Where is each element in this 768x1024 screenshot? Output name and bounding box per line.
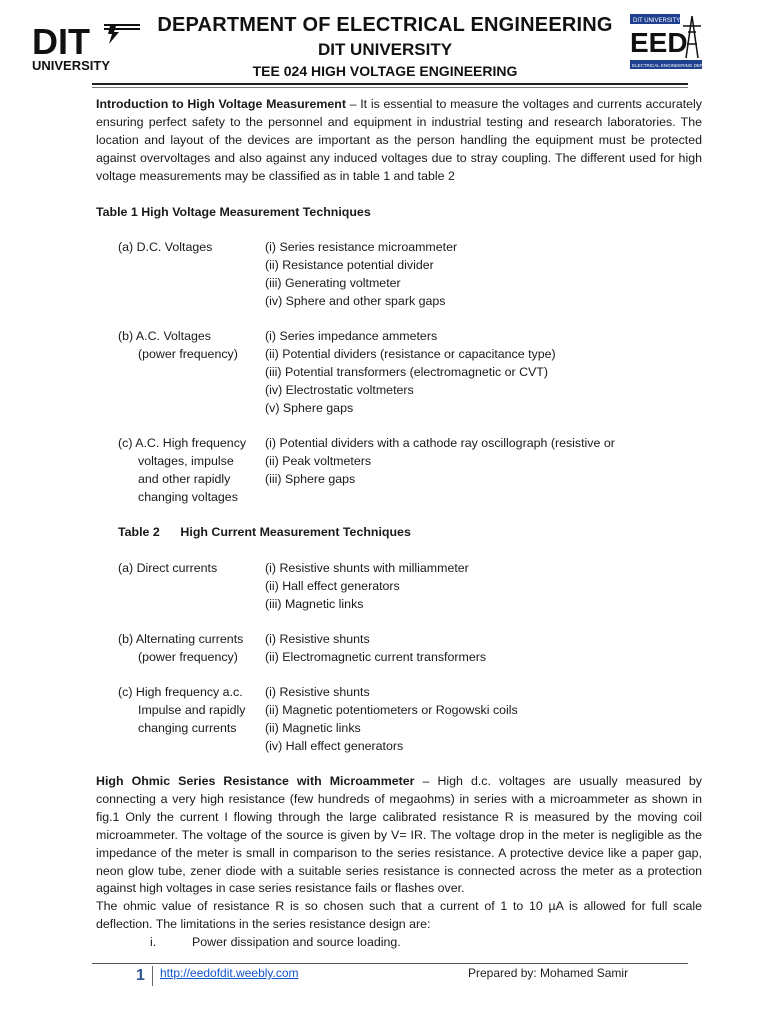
ohmic-paragraph [96, 773, 702, 898]
svg-text:DIT UNIVERSITY: DIT UNIVERSITY [633, 18, 681, 24]
table1-title: Table 1 High Voltage Measurement Techniques [96, 205, 371, 219]
t1-c-label: voltages, impulse [138, 454, 234, 468]
prepared-by: Prepared by: Mohamed Samir [468, 966, 629, 980]
table2-title: Table 2 High Current Measurement Techniques [118, 525, 411, 539]
t1-b-item: (i) Series impedance ammeters [265, 329, 438, 343]
t1-a-item: (i) Series resistance microammeter [265, 240, 458, 254]
ohmic-title: High Ohmic Series Resistance with Microammeter [96, 774, 415, 788]
t2-c-label: changing currents [138, 721, 237, 735]
svg-text:DIT: DIT [32, 21, 90, 62]
footer-rule [92, 963, 688, 964]
t2-a-label: (a) Direct currents [118, 561, 218, 575]
t2-b-label: (b) Alternating currents [118, 632, 244, 646]
header-rule [92, 83, 688, 85]
t2-a-item: (iii) Magnetic links [265, 597, 364, 611]
university-name: DIT UNIVERSITY [317, 40, 453, 59]
svg-text:UNIVERSITY: UNIVERSITY [32, 58, 111, 73]
svg-text:EED: EED [630, 27, 688, 58]
t1-b-label: (power frequency) [138, 347, 238, 361]
t2-a-item: (ii) Hall effect generators [265, 579, 400, 593]
t1-c-item: (iii) Sphere gaps [265, 472, 356, 486]
t1-a-item: (iii) Generating voltmeter [265, 276, 401, 290]
dit-university-logo [30, 22, 142, 74]
t2-b-item: (ii) Electromagnetic current transformers [265, 650, 487, 664]
t1-a-label: (a) D.C. Voltages [118, 240, 213, 254]
intro-body: – It is essential to measure the voltages and currents accurately ensuring perfect safety to the personnel and equipment in industrial testing and research laboratories. The location and layout of the devices are important as the person handling the equipment must be protected against overvoltages and also against any induced voltages due to stray coupling. The different used for high voltage measurements may be classified as in table 1 and table 2 [96, 97, 702, 183]
t1-c-label: (c) A.C. High frequency [118, 436, 247, 450]
intro-paragraph [96, 96, 702, 186]
t1-b-item: (iii) Potential transformers (electromagnetic or CVT) [265, 365, 549, 379]
t2-b-label: (power frequency) [138, 650, 238, 664]
ohmic-body: – High d.c. voltages are usually measured by connecting a very high resistance (few hundreds of megaohms) in series with a microammeter as shown in fig.1 Only the current I flowing through the large calibrated resistance R is measured by the moving coil microammeter. The voltage of the source is given by V= IR. The voltage drop in the meter is negligible as the impedance of the meter is small in comparison to the series resistance. A protective device like a paper gap, neon glow tube, zener diode with a suitable series resistance is connected across the meter as a protection against high voltages in case series resistance fails or flashes over. [96, 774, 702, 896]
t2-c-label: Impulse and rapidly [138, 703, 246, 717]
svg-text:ELECTRICAL ENGINEERING DEPARTM: ELECTRICAL ENGINEERING DEPARTMENT [632, 63, 725, 68]
header-rule-thin [92, 87, 688, 88]
t2-c-item: (ii) Magnetic links [265, 721, 361, 735]
eed-logo [628, 12, 725, 72]
course-title: TEE 024 HIGH VOLTAGE ENGINEERING [252, 63, 518, 79]
department-title: DEPARTMENT OF ELECTRICAL ENGINEERING [157, 14, 613, 36]
t2-b-item: (i) Resistive shunts [265, 632, 370, 646]
t1-b-item: (iv) Electrostatic voltmeters [265, 383, 414, 397]
ohmic-paragraph-2: The ohmic value of resistance R is so chosen such that a current of 1 to 10 µA is allowed for full scale deflection. The limitations in the series resistance design are: [96, 899, 702, 931]
t1-c-label: and other rapidly [138, 472, 231, 486]
t2-c-item: (i) Resistive shunts [265, 685, 370, 699]
t1-a-item: (ii) Resistance potential divider [265, 258, 434, 272]
t2-a-item: (i) Resistive shunts with milliammeter [265, 561, 469, 575]
intro-title: Introduction to High Voltage Measurement [96, 97, 346, 111]
t1-b-item: (ii) Potential dividers (resistance or capacitance type) [265, 347, 556, 361]
t1-c-label: changing voltages [138, 490, 238, 504]
t2-c-item: (iv) Hall effect generators [265, 739, 404, 753]
t1-c-item: (i) Potential dividers with a cathode ray oscillograph (resistive or [265, 436, 615, 450]
t1-a-item: (iv) Sphere and other spark gaps [265, 294, 446, 308]
list-item: Power dissipation and source loading. [192, 935, 401, 949]
t2-c-label: (c) High frequency a.c. [118, 685, 243, 699]
website-link[interactable]: http://eedofdit.weebly.com [160, 966, 299, 980]
list-number: i. [150, 935, 157, 949]
t1-b-label: (b) A.C. Voltages [118, 329, 211, 343]
footer-divider [152, 966, 153, 986]
page-number: 1 [136, 967, 145, 984]
t1-b-item: (v) Sphere gaps [265, 401, 354, 415]
t1-c-item: (ii) Peak voltmeters [265, 454, 372, 468]
t2-c-item: (ii) Magnetic potentiometers or Rogowski coils [265, 703, 518, 717]
